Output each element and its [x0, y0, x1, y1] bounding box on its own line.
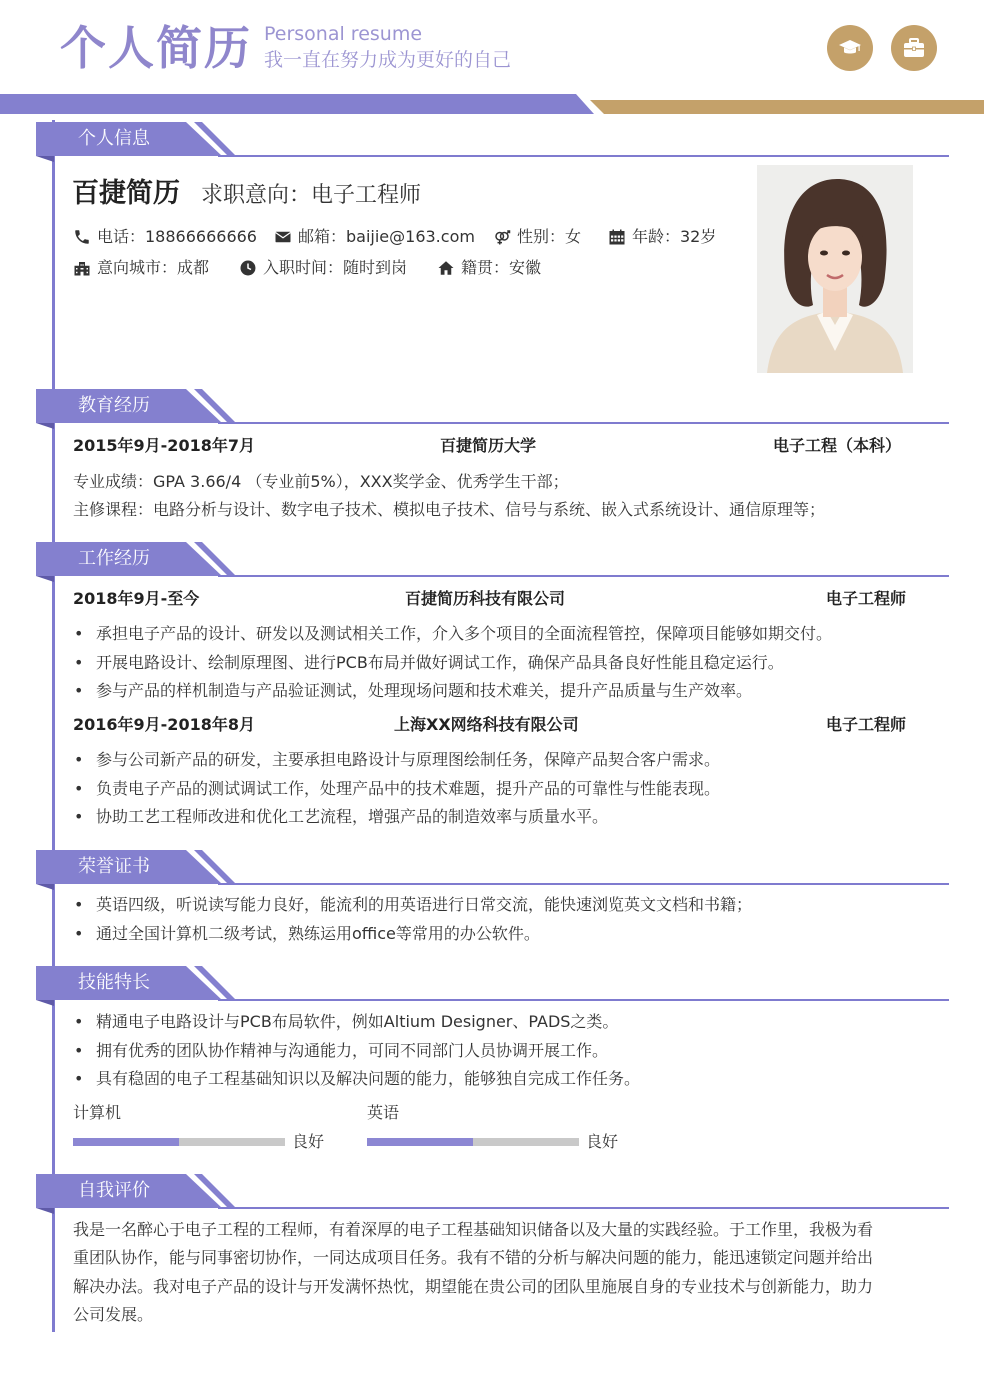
- age-info: 年龄：32岁: [608, 226, 716, 248]
- section-rule: [218, 155, 949, 157]
- section-title-personal: 个人信息: [78, 128, 150, 149]
- skill-bullet: • 精通电子电路设计与PCB布局软件，例如Altium Designer、PADS之类。: [96, 1011, 618, 1033]
- self-eval-line: 解决办法。我对电子产品的设计与开发满怀热忱，期望能在贵公司的团队里施展自身的专业技术与创新能力，助力: [73, 1277, 874, 1296]
- skill-bar-fill: [367, 1138, 473, 1146]
- email-info: 邮箱：baijie@163.com: [274, 226, 475, 248]
- self-eval-line: 重团队协作，能与同事密切协作，一同达成项目任务。我有不错的分析与解决问题的能力，能迅速锁定问题并给出: [73, 1248, 874, 1267]
- job-objective: 求职意向：电子工程师: [201, 183, 422, 208]
- section-title-work: 工作经历: [78, 548, 150, 569]
- clock-icon: [239, 259, 257, 277]
- job-company: 百捷简历科技有限公司: [405, 589, 566, 608]
- honor-bullet: • 英语四级，听说读写能力良好，能流利的用英语进行日常交流，能快速浏览英文文档和书籍；: [96, 894, 752, 916]
- job-bullet: • 承担电子产品的设计、研发以及测试相关工作，介入多个项目的全面流程管控，保障项目能够如期交付。: [96, 623, 832, 645]
- job-bullet: • 开展电路设计、绘制原理图、进行PCB布局并做好调试工作，确保产品具备良好性能且稳定运行。: [96, 652, 784, 674]
- envelope-icon: [274, 228, 292, 246]
- resume-subtitle-cn: 我一直在努力成为更好的自己: [264, 49, 512, 71]
- section-rule: [218, 575, 949, 577]
- section-title-honors: 荣誉证书: [78, 856, 150, 877]
- section-rule: [218, 1207, 949, 1209]
- graduation-cap-icon: [827, 25, 873, 71]
- home-icon: [437, 259, 455, 277]
- education-major: 电子工程（本科）: [773, 436, 902, 455]
- self-eval-line: 公司发展。: [73, 1305, 154, 1324]
- phone-info: 电话：18866666666: [73, 226, 257, 248]
- gender-info: 性别：女: [493, 226, 581, 248]
- section-title-education: 教育经历: [78, 395, 150, 416]
- availability-info: 入职时间：随时到岗: [239, 257, 407, 279]
- job-role: 电子工程师: [826, 589, 907, 608]
- header-band: [0, 94, 984, 116]
- job-bullet: • 参与公司新产品的研发，主要承担电路设计与原理图绘制任务，保障产品契合客户需求。: [96, 749, 720, 771]
- education-detail: 专业成绩：GPA 3.66/4 （专业前5%），XXX奖学金、优秀学生干部；: [73, 472, 569, 491]
- skill-bullet: • 拥有优秀的团队协作精神与沟通能力，可同不同部门人员协调开展工作。: [96, 1040, 608, 1062]
- resume-subtitle-en: Personal resume: [264, 23, 423, 45]
- hometown-info: 籍贯：安徽: [437, 257, 541, 279]
- skill-bar-track: [367, 1138, 579, 1146]
- resume-title: 个人简历: [60, 21, 252, 75]
- candidate-name: 百捷简历: [72, 178, 180, 209]
- self-eval-line: 我是一名醉心于电子工程的工程师，有着深厚的电子工程基础知识储备以及大量的实践经验。于工作里，我极为看: [73, 1220, 874, 1239]
- section-rule: [218, 883, 949, 885]
- education-period: 2015年9月-2018年7月: [73, 436, 255, 455]
- phone-icon: [73, 228, 91, 246]
- job-role: 电子工程师: [826, 715, 907, 734]
- city-info: 意向城市：成都: [73, 257, 209, 279]
- job-bullet: • 负责电子产品的测试调试工作，处理产品中的技术难题，提升产品的可靠性与性能表现。: [96, 778, 720, 800]
- skill-bar-level: 良好: [292, 1132, 325, 1151]
- section-title-self-eval: 自我评价: [78, 1180, 150, 1201]
- briefcase-icon: [891, 25, 937, 71]
- skill-bar-name: 计算机: [73, 1103, 122, 1122]
- skill-bullet: • 具有稳固的电子工程基础知识以及解决问题的能力，能够独自完成工作任务。: [96, 1068, 640, 1090]
- job-period: 2018年9月-至今: [73, 589, 200, 608]
- section-rule: [218, 422, 949, 424]
- honor-bullet: • 通过全国计算机二级考试，熟练运用office等常用的办公软件。: [96, 923, 540, 945]
- job-period: 2016年9月-2018年8月: [73, 715, 255, 734]
- section-title-skills: 技能特长: [78, 972, 150, 993]
- calendar-icon: [608, 228, 626, 246]
- section-rule: [218, 999, 949, 1001]
- job-company: 上海XX网络科技有限公司: [394, 715, 579, 734]
- skill-bar-level: 良好: [586, 1132, 619, 1151]
- skill-bar-track: [73, 1138, 285, 1146]
- job-bullet: • 协助工艺工程师改进和优化工艺流程，增强产品的制造效率与质量水平。: [96, 806, 608, 828]
- timeline-line: [52, 120, 55, 1332]
- education-detail: 主修课程：电路分析与设计、数字电子技术、模拟电子技术、信号与系统、嵌入式系统设计、通信原理等；: [73, 500, 826, 519]
- gender-icon: [493, 228, 511, 246]
- skill-bar-name: 英语: [367, 1103, 400, 1122]
- city-icon: [73, 259, 91, 277]
- profile-photo: [757, 165, 913, 373]
- job-bullet: • 参与产品的样机制造与产品验证测试，处理现场问题和技术难关，提升产品质量与生产效率。: [96, 680, 752, 702]
- education-school: 百捷简历大学: [440, 436, 537, 455]
- skill-bar-fill: [73, 1138, 179, 1146]
